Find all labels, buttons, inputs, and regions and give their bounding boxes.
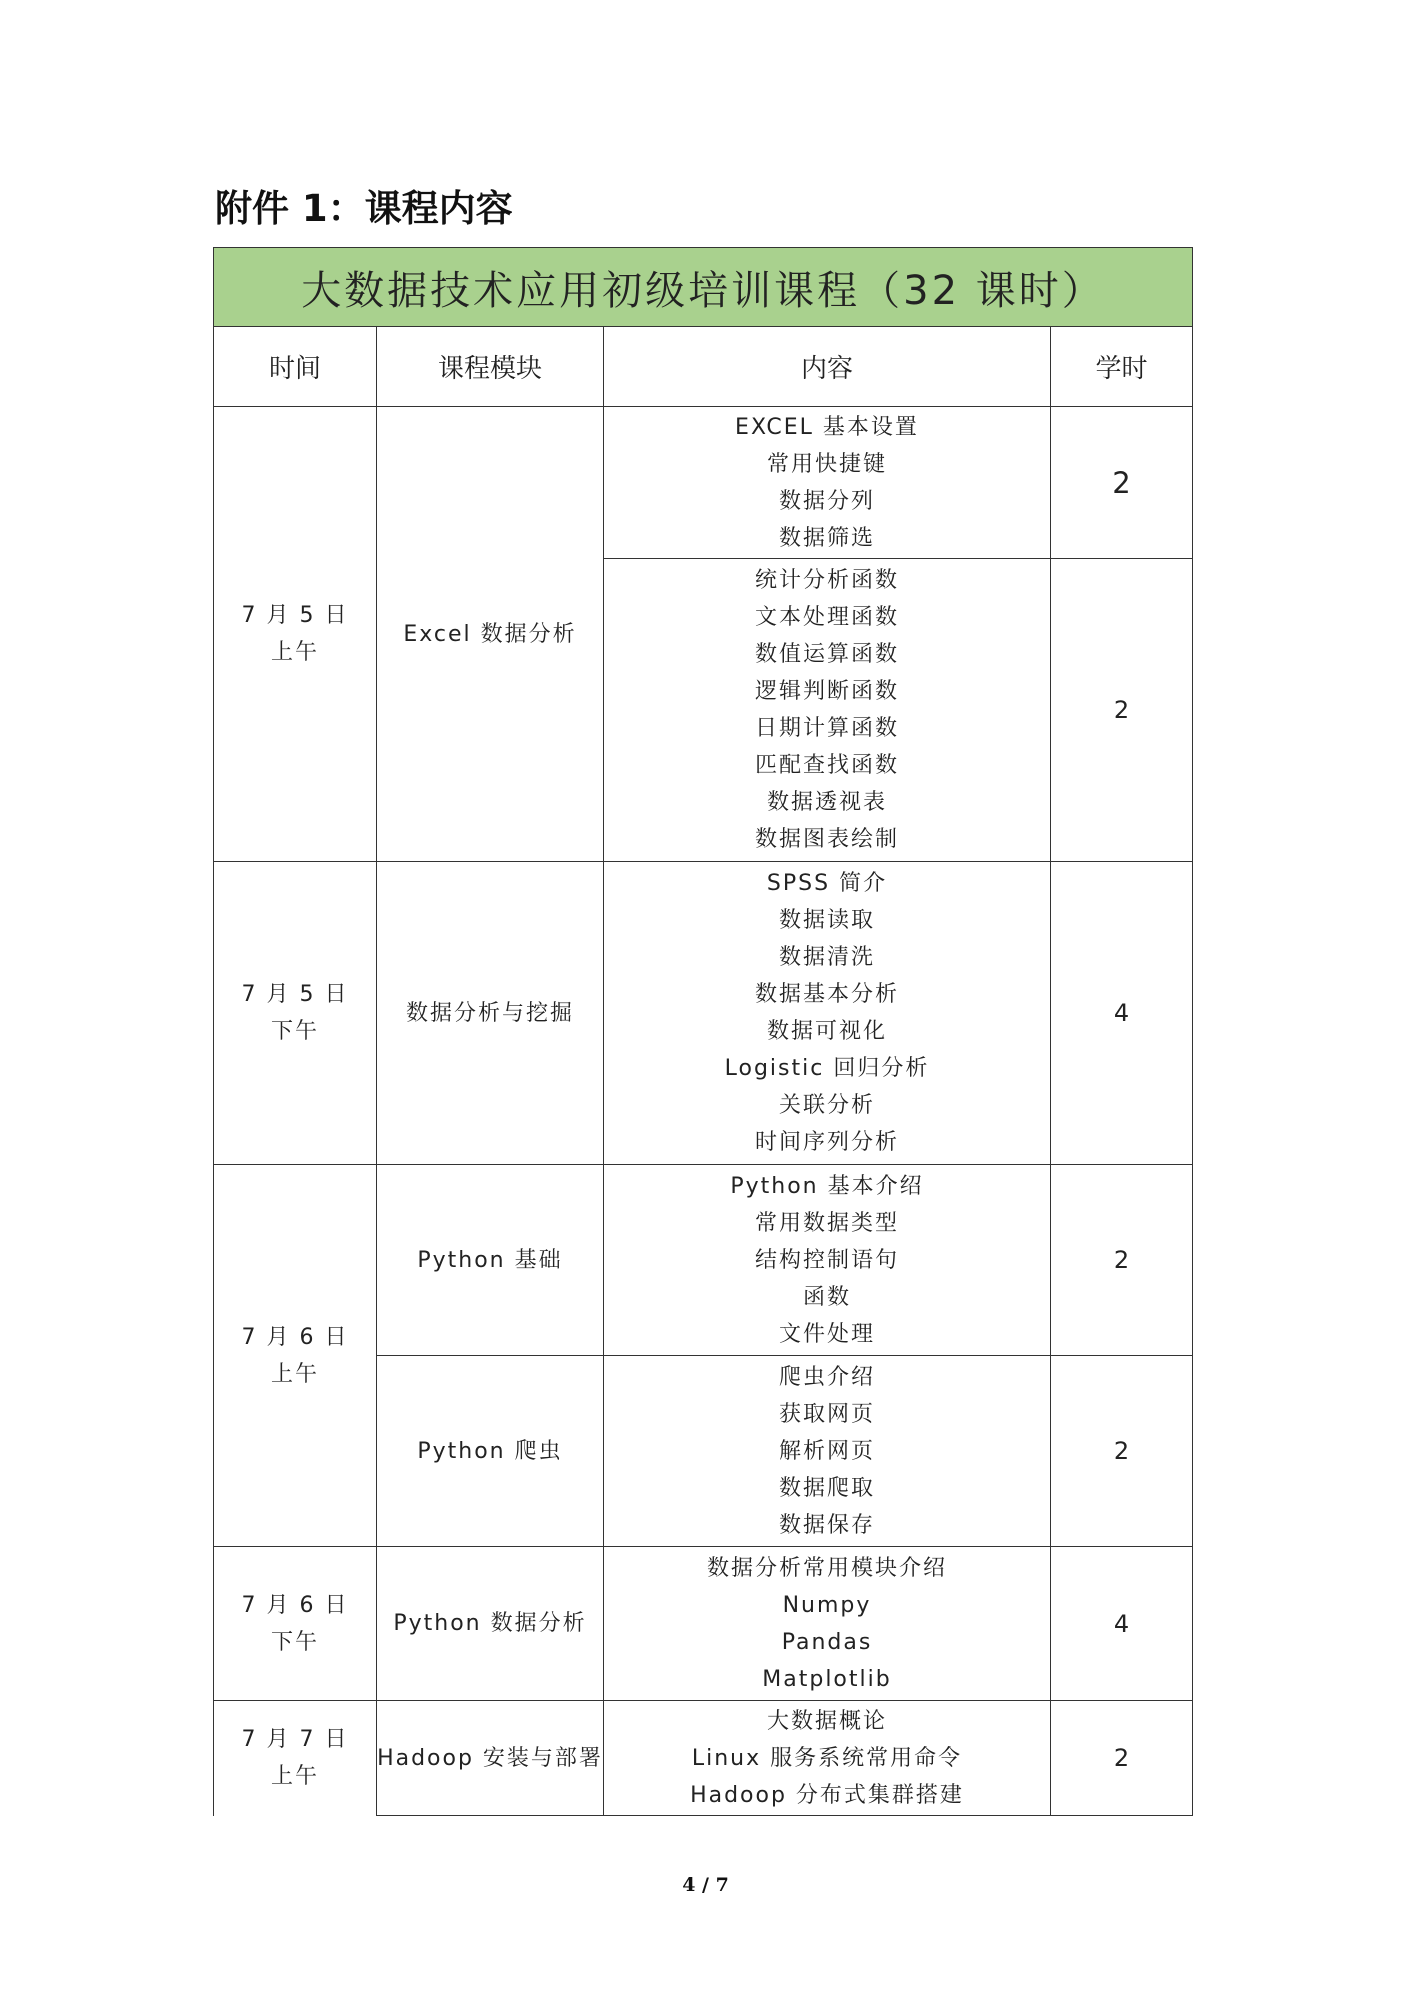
- header-content: 内容: [604, 327, 1051, 407]
- content-item: 常用数据类型: [754, 1210, 899, 1236]
- module-cell: Python 数据分析: [377, 1547, 604, 1701]
- hours-cell: 2: [1051, 559, 1193, 862]
- table-row: [214, 1701, 1193, 1816]
- table-row: [214, 407, 1193, 559]
- content-item: 数据清洗: [778, 945, 875, 970]
- content-item: 数据爬取: [778, 1475, 875, 1501]
- content-item: 爬虫介绍: [778, 1364, 875, 1390]
- content-item: 结构控制语句: [754, 1247, 899, 1273]
- content-cell: [604, 1547, 1051, 1701]
- content-item: 常用快捷键: [766, 451, 887, 477]
- table-row: [214, 1165, 1193, 1356]
- hours-cell: 2: [1051, 407, 1193, 559]
- content-item: 日期计算函数: [754, 716, 899, 741]
- content-item: 数据可视化: [766, 1019, 887, 1044]
- content-item: 关联分析: [778, 1093, 875, 1118]
- content-item: 数值运算函数: [754, 642, 899, 667]
- content-item: Python 基本介绍: [730, 1173, 924, 1199]
- module-cell: Python 基础: [377, 1165, 604, 1356]
- content-item: 数据读取: [778, 908, 875, 933]
- header-row: [214, 327, 1193, 407]
- table-row: [214, 1547, 1193, 1701]
- time-cell: [214, 1701, 377, 1816]
- content-item: 解析网页: [778, 1438, 875, 1464]
- date-text: 7 月 5 日: [241, 982, 349, 1007]
- hours-cell: 4: [1051, 862, 1193, 1165]
- content-item: 数据图表绘制: [754, 827, 899, 852]
- course-schedule-table: [213, 247, 1193, 1816]
- content-cell: [604, 1701, 1051, 1816]
- content-item: 数据分列: [778, 488, 875, 514]
- date-text: 7 月 5 日: [241, 603, 349, 628]
- time-cell: [214, 1165, 377, 1547]
- time-cell: [214, 1547, 377, 1701]
- content-item: SPSS 简介: [766, 871, 888, 896]
- content-item: 大数据概论: [766, 1708, 887, 1734]
- time-cell: [214, 407, 377, 862]
- content-cell: [604, 1356, 1051, 1547]
- content-item: 匹配查找函数: [754, 753, 899, 778]
- header-module: 课程模块: [377, 327, 604, 407]
- content-item: Hadoop 分布式集群搭建: [690, 1782, 964, 1808]
- date-text: 7 月 6 日: [241, 1324, 349, 1350]
- content-item: Pandas: [781, 1629, 873, 1655]
- page-number: 4 / 7: [682, 1874, 729, 1896]
- content-cell: [604, 862, 1051, 1165]
- module-cell: Excel 数据分析: [377, 407, 604, 862]
- content-item: 数据保存: [778, 1512, 875, 1538]
- content-cell: [604, 559, 1051, 862]
- header-hours: 学时: [1051, 327, 1193, 407]
- module-cell: 数据分析与挖掘: [377, 862, 604, 1165]
- period-text: 上午: [270, 1361, 319, 1387]
- table-title: 大数据技术应用初级培训课程（32 课时）: [214, 248, 1193, 327]
- content-item: Matplotlib: [762, 1666, 892, 1692]
- content-item: 逻辑判断函数: [754, 679, 899, 704]
- content-item: Logistic 回归分析: [724, 1056, 930, 1081]
- content-item: 统计分析函数: [754, 568, 899, 593]
- date-text: 7 月 7 日: [241, 1727, 349, 1753]
- period-text: 下午: [270, 1019, 319, 1044]
- content-item: 获取网页: [778, 1401, 875, 1427]
- table-row: [214, 862, 1193, 1165]
- module-cell: Python 爬虫: [377, 1356, 604, 1547]
- content-item: 数据透视表: [766, 790, 887, 815]
- content-item: Numpy: [782, 1592, 872, 1618]
- hours-cell: 2: [1051, 1701, 1193, 1816]
- content-item: 数据分析常用模块介绍: [706, 1555, 947, 1581]
- content-item: EXCEL 基本设置: [735, 414, 919, 440]
- period-text: 下午: [270, 1629, 319, 1655]
- content-item: 文本处理函数: [754, 605, 899, 630]
- date-text: 7 月 6 日: [241, 1592, 349, 1618]
- time-cell: [214, 862, 377, 1165]
- module-cell: Hadoop 安装与部署: [377, 1701, 604, 1816]
- content-cell: [604, 407, 1051, 559]
- header-time: 时间: [214, 327, 377, 407]
- hours-cell: 4: [1051, 1547, 1193, 1701]
- period-text: 上午: [270, 1764, 319, 1790]
- period-text: 上午: [270, 640, 319, 665]
- content-item: 函数: [802, 1284, 851, 1310]
- content-item: 数据基本分析: [754, 982, 899, 1007]
- page-heading: 附件 1：课程内容: [215, 187, 513, 230]
- hours-cell: 2: [1051, 1356, 1193, 1547]
- content-cell: [604, 1165, 1051, 1356]
- content-item: 文件处理: [778, 1321, 875, 1347]
- content-item: 数据筛选: [778, 525, 875, 551]
- content-item: 时间序列分析: [754, 1130, 899, 1155]
- hours-cell: 2: [1051, 1165, 1193, 1356]
- content-item: Linux 服务系统常用命令: [691, 1745, 963, 1771]
